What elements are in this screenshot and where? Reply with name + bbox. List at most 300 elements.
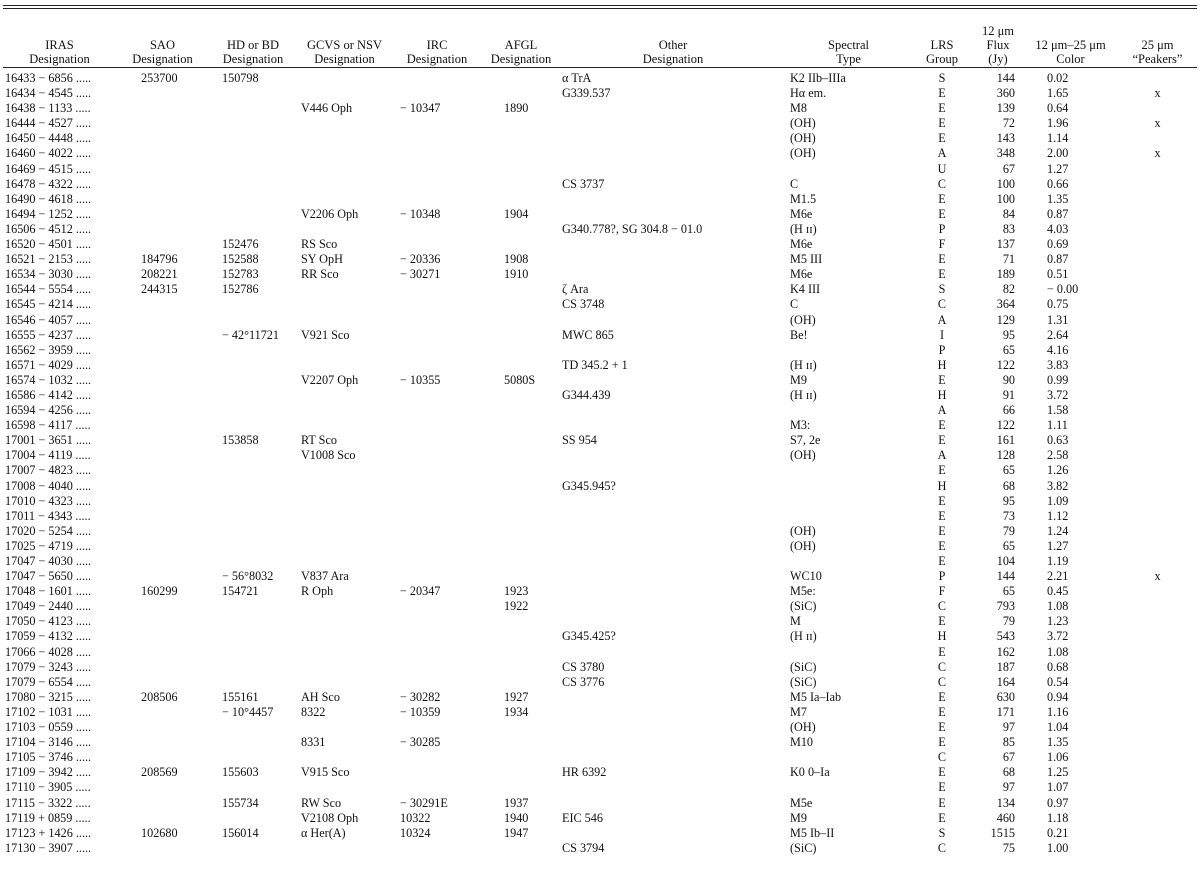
cell-gcvs [297,388,392,403]
cell-irc [392,479,482,494]
table-top-rule [3,5,1197,6]
cell-color: 0.02 [1047,71,1069,85]
table-row [3,162,1197,177]
cell-iras: 16594 − 4256 ..... [5,403,92,418]
cell-color: 1.09 [1047,493,1069,508]
cell-other [560,267,786,282]
cell-lrs: F [938,237,946,252]
cell-gcvs: V2108 Oph [301,810,359,825]
cell-spec: M6e [790,237,813,252]
cell-gcvs [297,418,392,433]
cell-iras: 16444 − 4527 ..... [5,116,92,131]
cell-irc [392,675,482,690]
cell-gcvs: V2207 Oph [301,372,359,387]
cell-spec: M5 III [790,252,823,267]
cell-afgl [482,720,560,735]
cell-sao [116,433,209,448]
cell-other [560,373,786,388]
cell-other [560,313,786,328]
cell-irc [392,765,482,780]
cell-afgl [482,479,560,494]
cell-afgl: 1904 [504,206,529,221]
table-row [3,780,1197,795]
cell-lrs: P [938,342,946,357]
cell-iras: 16571 − 4029 ..... [5,357,92,372]
cell-lrs: C [937,750,947,765]
cell-hd [209,479,297,494]
table-row [3,433,1197,448]
cell-gcvs [297,297,392,312]
cell-peak [1118,313,1197,328]
cell-iras: 16433 − 6856 ..... [5,71,92,85]
cell-afgl [482,494,560,509]
cell-spec: M7 [790,704,807,719]
table-row [3,388,1197,403]
cell-irc [392,71,482,86]
cell-other: CS 3737 [562,176,605,191]
cell-peak [1118,705,1197,720]
cell-sao [116,811,209,826]
cell-irc [392,358,482,373]
cell-gcvs [297,720,392,735]
cell-irc [392,116,482,131]
cell-flux: 630 [996,689,1015,704]
cell-afgl [482,146,560,161]
cell-gcvs [297,524,392,539]
cell-irc [392,463,482,478]
cell-other [560,131,786,146]
cell-irc [392,599,482,614]
cell-color: 0.87 [1047,252,1069,267]
column-header-irc [392,12,482,66]
cell-iras: 17004 − 4119 ..... [5,448,91,463]
cell-afgl [482,645,560,660]
cell-afgl: 1927 [504,689,529,704]
cell-irc: − 30285 [400,735,441,750]
cell-lrs: I [939,327,945,342]
cell-flux: 143 [996,131,1015,146]
column-header-spec-line2: Type [836,52,861,66]
cell-color: 0.69 [1047,237,1069,252]
cell-spec: C [790,297,799,312]
cell-other [560,192,786,207]
column-header-hd-line2: Designation [222,52,284,66]
cell-sao [116,539,209,554]
cell-iras: 17102 − 1031 ..... [5,704,92,719]
cell-sao [116,841,209,856]
cell-hd [209,177,297,192]
cell-lrs: E [938,463,946,478]
cell-iras: 17007 − 4823 ..... [5,463,92,478]
cell-irc [392,494,482,509]
cell-peak [1118,328,1197,343]
cell-color: 3.82 [1047,478,1069,493]
cell-color: 1.27 [1047,538,1069,553]
cell-afgl [482,629,560,644]
cell-lrs: C [937,674,947,689]
cell-color: 0.68 [1047,659,1069,674]
cell-gcvs [297,403,392,418]
cell-spec: Be! [790,327,808,342]
cell-hd: 155161 [222,689,259,704]
table-row [3,297,1197,312]
cell-lrs: E [938,508,946,523]
cell-lrs: A [937,403,947,418]
cell-hd: − 56°8032 [222,569,274,584]
cell-lrs: A [937,146,947,161]
cell-hd [209,509,297,524]
cell-afgl: 1937 [504,795,529,810]
cell-lrs: E [938,116,946,131]
cell-afgl [482,116,560,131]
cell-flux: 68 [1002,765,1015,780]
cell-irc [392,313,482,328]
cell-gcvs: RS Sco [301,237,338,252]
cell-flux: 97 [1002,780,1015,795]
cell-gcvs [297,599,392,614]
cell-gcvs [297,780,392,795]
column-header-sao [116,12,209,66]
cell-flux: 134 [996,795,1015,810]
cell-irc [392,539,482,554]
cell-other [560,448,786,463]
cell-other: ζ Ara [562,282,589,297]
cell-sao [116,614,209,629]
column-header-iras-line1: IRAS [45,38,74,52]
cell-hd [209,358,297,373]
cell-flux: 171 [996,704,1015,719]
cell-gcvs [297,222,392,237]
cell-gcvs [297,177,392,192]
cell-iras: 17103 − 0559 ..... [5,720,92,735]
cell-iras: 16434 − 4545 ..... [5,86,92,101]
table-row [3,614,1197,629]
cell-flux: 95 [1002,493,1015,508]
cell-spec: M9 [790,372,807,387]
cell-iras: 17010 − 4323 ..... [5,493,92,508]
cell-peak [1118,614,1197,629]
cell-spec: (OH) [790,720,816,735]
cell-spec: M6e [790,267,813,282]
cell-gcvs: R Oph [301,584,334,599]
cell-flux: 793 [996,599,1015,614]
cell-iras: 17011 − 4343 ..... [5,508,91,523]
cell-afgl: 1923 [504,584,529,599]
cell-irc [392,780,482,795]
cell-flux: 91 [1002,387,1015,402]
cell-peak [1118,720,1197,735]
cell-lrs: P [938,569,946,584]
table-row [3,237,1197,252]
column-header-spec-line1: Spectral [828,38,869,52]
cell-hd [209,720,297,735]
cell-peak [1118,539,1197,554]
cell-flux: 139 [996,101,1015,116]
cell-sao [116,328,209,343]
cell-hd [209,735,297,750]
cell-iras: 17105 − 3746 ..... [5,750,92,765]
cell-gcvs [297,660,392,675]
cell-hd: 155734 [222,795,259,810]
cell-iras: 17050 − 4123 ..... [5,614,92,629]
cell-lrs: E [938,689,946,704]
column-header-iras-line2: Designation [29,52,90,66]
cell-gcvs: V915 Sco [301,765,350,780]
cell-afgl [482,554,560,569]
cell-peak [1118,796,1197,811]
cell-afgl [482,841,560,856]
cell-spec: M1.5 [790,191,817,206]
cell-irc [392,645,482,660]
cell-spec: Hα em. [790,86,827,101]
column-header-hd [209,12,297,66]
table-row [3,660,1197,675]
cell-hd [209,448,297,463]
cell-iras: 16562 − 3959 ..... [5,342,92,357]
cell-irc [392,720,482,735]
cell-gcvs [297,313,392,328]
cell-spec: (H ɪɪ) [790,357,817,372]
cell-color: 0.94 [1047,689,1069,704]
cell-lrs: E [938,101,946,116]
table-row [3,524,1197,539]
cell-sao: 253700 [141,71,178,85]
table-row [3,841,1197,856]
cell-afgl [482,463,560,478]
cell-irc: − 20336 [400,252,441,267]
cell-afgl [482,569,560,584]
cell-gcvs [297,71,392,86]
table-row [3,403,1197,418]
cell-iras: 16534 − 3030 ..... [5,267,92,282]
cell-afgl [482,177,560,192]
cell-flux: 122 [996,418,1015,433]
cell-spec: M [790,614,801,629]
cell-gcvs: 8331 [301,735,326,750]
cell-color: 1.35 [1047,191,1069,206]
cell-peak [1118,162,1197,177]
cell-afgl: 5080S [504,372,536,387]
table-row [3,463,1197,478]
cell-peak [1118,841,1197,856]
cell-color: 2.58 [1047,448,1069,463]
cell-other [560,735,786,750]
cell-hd [209,222,297,237]
cell-color: 4.03 [1047,221,1069,236]
cell-other [560,780,786,795]
cell-gcvs [297,614,392,629]
cell-irc: − 10355 [400,372,441,387]
cell-lrs: C [937,599,947,614]
cell-iras: 16546 − 4057 ..... [5,312,92,327]
cell-gcvs: V1008 Sco [301,448,356,463]
cell-irc: − 10348 [400,206,441,221]
table-row [3,448,1197,463]
cell-spec: M9 [790,810,807,825]
column-header-gcvs [297,12,392,66]
cell-hd: − 10°4457 [222,704,274,719]
table-header [3,12,1197,66]
cell-afgl [482,524,560,539]
cell-color: 1.31 [1047,312,1069,327]
cell-afgl [482,388,560,403]
cell-gcvs [297,645,392,660]
cell-other: CS 3780 [562,659,605,674]
cell-irc [392,328,482,343]
table-row [3,690,1197,705]
cell-irc [392,614,482,629]
cell-sao [116,207,209,222]
cell-peak [1118,358,1197,373]
cell-gcvs: V921 Sco [301,327,350,342]
cell-peak [1118,524,1197,539]
cell-gcvs: RW Sco [301,795,342,810]
cell-irc: − 10359 [400,704,441,719]
cell-spec [786,343,911,358]
cell-other: SS 954 [562,433,597,448]
cell-gcvs: α Her(A) [301,825,346,840]
cell-gcvs [297,554,392,569]
cell-lrs: S [938,282,946,297]
cell-sao [116,524,209,539]
cell-gcvs [297,131,392,146]
cell-afgl [482,675,560,690]
cell-spec [786,509,911,524]
cell-hd: 156014 [222,825,259,840]
column-header-afgl [482,12,560,66]
cell-lrs: P [938,221,946,236]
cell-other: G345.945? [562,478,616,493]
table-row [3,569,1197,584]
cell-peak [1118,448,1197,463]
cell-other [560,162,786,177]
cell-afgl [482,192,560,207]
cell-sao: 102680 [141,825,178,840]
column-header-irc-line1: IRC [426,38,448,52]
cell-sao [116,343,209,358]
cell-lrs: E [938,493,946,508]
cell-irc [392,237,482,252]
table-row [3,705,1197,720]
cell-peak [1118,101,1197,116]
cell-gcvs [297,841,392,856]
cell-spec: (OH) [790,312,816,327]
cell-afgl: 1910 [504,267,529,282]
cell-color: 0.64 [1047,101,1069,116]
cell-iras: 17066 − 4028 ..... [5,644,92,659]
cell-hd [209,463,297,478]
cell-other [560,599,786,614]
cell-irc [392,222,482,237]
cell-other [560,584,786,599]
cell-other [560,720,786,735]
column-header-sao-line2: Designation [132,52,193,66]
cell-lrs: E [938,523,946,538]
cell-other [560,418,786,433]
cell-gcvs: RT Sco [301,433,337,448]
cell-sao [116,116,209,131]
cell-hd: 154721 [222,584,259,599]
table-row [3,539,1197,554]
cell-other [560,645,786,660]
cell-afgl [482,162,560,177]
cell-color: 3.72 [1047,629,1069,644]
column-header-iras [3,12,116,66]
cell-peak [1118,373,1197,388]
cell-afgl: 1890 [504,101,529,116]
cell-sao [116,599,209,614]
cell-flux: 83 [1002,221,1015,236]
cell-color: 1.65 [1047,86,1069,101]
cell-iras: 16506 − 4512 ..... [5,221,92,236]
table-row [3,71,1197,86]
cell-hd: 153858 [222,433,259,448]
cell-irc [392,750,482,765]
cell-irc: − 20347 [400,584,441,599]
cell-spec: (OH) [790,448,816,463]
cell-afgl [482,660,560,675]
cell-color: 1.07 [1047,780,1069,795]
cell-lrs: E [938,252,946,267]
cell-irc [392,131,482,146]
cell-sao [116,101,209,116]
cell-flux: 90 [1002,372,1015,387]
table-row [3,146,1197,161]
cell-flux: 82 [1002,282,1015,297]
cell-spec: (H ɪɪ) [790,387,817,402]
cell-irc [392,841,482,856]
column-header-other [560,12,786,66]
column-header-other-line1: Other [658,38,688,52]
cell-iras: 17001 − 3651 ..... [5,433,92,448]
cell-flux: 65 [1002,584,1015,599]
cell-lrs: E [938,86,946,101]
cell-iras: 17047 − 4030 ..... [5,554,92,568]
cell-gcvs [297,343,392,358]
cell-iras: 16469 − 4515 ..... [5,161,92,176]
cell-hd [209,750,297,765]
cell-flux: 79 [1002,614,1015,629]
cell-spec: M5 Ia–Iab [790,689,842,704]
header-row [3,12,1197,66]
cell-gcvs [297,282,392,297]
cell-peak: x [1154,116,1161,131]
cell-peak [1118,765,1197,780]
cell-iras: 17123 + 1426 ..... [5,825,92,840]
cell-color: 0.45 [1047,584,1069,599]
cell-iras: 17059 − 4132 ..... [5,629,92,644]
column-header-afgl-line1: AFGL [504,38,538,52]
cell-lrs: E [938,704,946,719]
cell-hd [209,811,297,826]
cell-spec: (OH) [790,131,816,146]
cell-hd [209,86,297,101]
cell-iras: 17104 − 3146 ..... [5,735,92,750]
cell-peak [1118,629,1197,644]
cell-other [560,343,786,358]
cell-lrs: H [937,387,947,402]
table-row [3,86,1197,101]
cell-gcvs [297,750,392,765]
cell-flux: 161 [996,433,1015,448]
cell-iras: 17080 − 3215 ..... [5,689,92,704]
cell-afgl: 1908 [504,252,529,267]
cell-sao: 184796 [141,252,178,267]
cell-hd [209,146,297,161]
cell-sao [116,177,209,192]
cell-irc [392,448,482,463]
cell-peak [1118,660,1197,675]
